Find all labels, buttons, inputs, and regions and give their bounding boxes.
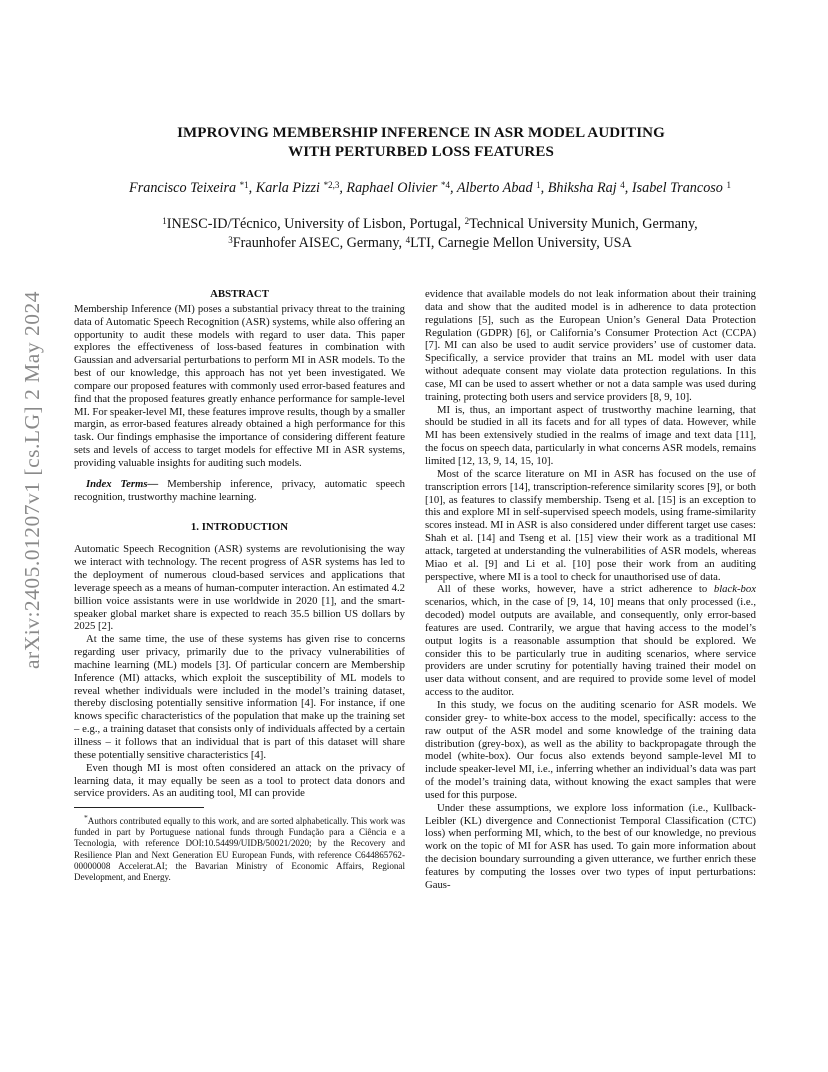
title-line-2: WITH PERTURBED LOSS FEATURES (288, 144, 554, 160)
affiliations (70, 215, 790, 253)
right-paragraph-2: MI is, thus, an important aspect of trustworthy machine learning, that should be studied in all its facets and for all types of data. However, while MI has been extensively studied in the realms of image and text data [11], the focus on speech data, particularly in what concerns ASR models, remains limited [12, 13, 9, 14, 15, 10]. (425, 403, 756, 467)
left-column (74, 288, 405, 883)
abstract-text: Membership Inference (MI) poses a substantial privacy threat to the training data of Automatic Speech Recognition (ASR) systems, while also offering an opportunity to audit these models with regard to user data. This paper explores the effectiveness of loss-based features in combination with Gaussian and adversarial perturbations to perform MI in ASR models. To the best of our knowledge, this approach has not yet been investigated. We compare our proposed features with commonly used error-based features and find that the proposed features greatly enhance performance for sample-level MI. For speaker-level MI, these features improve results, though by a smaller margin, as error-based features already obtained a high performance for this task. Our findings emphasise the importance of considering different feature sets and levels of access to target models for effective MI in ASR systems, providing valuable insights for auditing such models. (74, 302, 406, 469)
right-paragraph-3: Most of the scarce literature on MI in ASR has focused on the use of transcription errors [14], transcription-reference similarity scores [9], or both [10], as features to classify membership. Tseng et al. [15] is an exception to this and explore MI in self-supervised speech models, using frame-similarity scores instead. MI in ASR is also considered under different target use cases: Shah et al. [14] and Tseng et al. [15] view their work as a traditional MI attack, targeted at understanding the vulnerabilities of ASR models, whereas Miao et al. [9] and Li et al. [10] pose their work from an auditing perspective, where MI is a tool to check for unauthorised use of data. (425, 467, 756, 583)
index-terms-label: Index Terms— (86, 477, 159, 490)
index-terms-text: Membership inference, privacy, automatic speech recognition, trustworthy machine learning. (74, 477, 405, 503)
index-terms (74, 478, 405, 504)
right-paragraph-5: In this study, we focus on the auditing scenario for ASR models. We consider grey- to white-box access to the model, specifically: access to the raw output of the ASR model and some knowledge of the training data distribution (grey-box), as well as the ability to backpropagate through the model (white-box). Our focus also extends beyond sample-level MI to include speaker-level MI, i.e., inferring whether an individual’s data was part of the model’s training data, without knowing the exact samples that were used for this purpose. (425, 699, 756, 801)
footnote-text: *Authors contributed equally to this work, and are sorted alphabetically. This work was funded in part by Portuguese national funds through Fundação para a Ciência e a Tecnologia, with reference DOI:10.54499/UIDB/50021/2020; by the Recovery and Resilience Plan and Next Generation EU European Funds, with reference C644865762-00000008 Accelerat.AI; the Bavarian Ministry of Economic Affairs, Regional Development, and Energy. (74, 813, 405, 882)
author-6: Isabel Trancoso $^1$ (631, 180, 731, 196)
affiliation-line-2: $^3$Fraunhofer AISEC, Germany, $^4$LTI, Carnegie Mellon University, USA (228, 235, 632, 251)
intro-paragraph-1: Automatic Speech Recognition (ASR) systems are revolutionising the way we interact with technology. The recent progress of ASR systems has led to the deployment of numerous cloud-based services and applications that leverage speech as a means of human-computer interaction. An estimated 4.2 billion voice assistants were in use worldwide in 2020 [1], and the smart-speaker global market share is expected to reach 35.5 billion US dollars by 2025 [2]. (74, 543, 405, 633)
author-list (70, 178, 790, 198)
intro-paragraph-2: At the same time, the use of these systems has given rise to concerns regarding user privacy, primarily due to the privacy vulnerabilities of machine learning (ML) models [3]. Of particular concern are Membership Inference (MI) attacks, which exploit the susceptibility of ML models to reveal whether individuals were included in the model’s training dataset, thereby disclosing potentially sensitive information [4]. For instance, if one knows specific characteristics of the population that make up the training set – e.g., a training dataset that consists only of individuals affected by a certain illness – it follows that an individual that is part of this dataset will share these potentially sensitive characteristics [4]. (74, 633, 405, 761)
author-3: Raphael Olivier $^{*4}$, (346, 180, 457, 196)
title-line-1: IMPROVING MEMBERSHIP INFERENCE IN ASR MODEL AUDITING (177, 125, 665, 141)
author-4: Alberto Abad $^1$, (456, 180, 548, 196)
affiliation-line-1: $^1$INESC-ID/Técnico, University of Lisbon, Portugal, $^2$Technical University Munich, Germany, (162, 216, 698, 232)
author-5: Bhiksha Raj $^4$, (547, 180, 632, 196)
footnote-divider (74, 807, 204, 808)
right-paragraph-1: evidence that available models do not leak information about their training data and show that the audited model is in adherence to data protection regulations [5], such as the European Union’s General Data Protection Regulation (GDPR) [6], or California’s Consumer Protection Act (CCPA) [7]. MI can also be used to audit service providers’ use of customer data. Specifically, a service provider that trains an ML model with user data without adequate consent may violate data protection regulations. In this case, MI can be used to assert whether or not a data sample was used during training, protecting both users and service providers [8, 9, 10]. (425, 288, 756, 403)
abstract-heading: ABSTRACT (210, 288, 269, 300)
right-paragraph-6: Under these assumptions, we explore loss information (i.e., Kullback-Leibler (KL) divergence and Connectionist Temporal Classification (CTC) loss) when performing MI, which, to the best of our knowledge, no previous work on the topic of MI for ASR has used. To gain more information about the decision boundary surrounding a given utterance, we further enrich these features by computing the losses over two types of input perturbations: Gaus- (425, 801, 756, 891)
intro-paragraph-3: Even though MI is most often considered an attack on the privacy of learning data, it may equally be seen as a tool to protect data donors and service providers. As an auditing tool, MI can provide (74, 761, 405, 800)
right-column (425, 288, 756, 892)
author-2: Karla Pizzi $^{*2,3}$, (255, 180, 347, 196)
right-paragraph-4: All of these works, however, have a strict adherence to black-box scenarios, which, in the case of [9, 14, 10] means that only processed (i.e., decoded) model outputs are available, and consequently, only error-based features are used. Contrarily, we argue that having access to the model’s output logits is a reasonable assumption that should be explored. We consider this to be particularly true in auditing scenarios, where service providers are under scrutiny for potentially having trained their model on user data without consent, and are required to provide some level of model access to the auditor. (425, 583, 756, 699)
arxiv-identifier: arXiv:2405.01207v1 [cs.LG] 2 May 2024 (20, 291, 44, 669)
author-1: Francisco Teixeira $^{*1}$, (129, 180, 256, 196)
paper-title (80, 124, 762, 162)
footnote (74, 812, 405, 883)
introduction-heading: 1. INTRODUCTION (190, 520, 289, 533)
